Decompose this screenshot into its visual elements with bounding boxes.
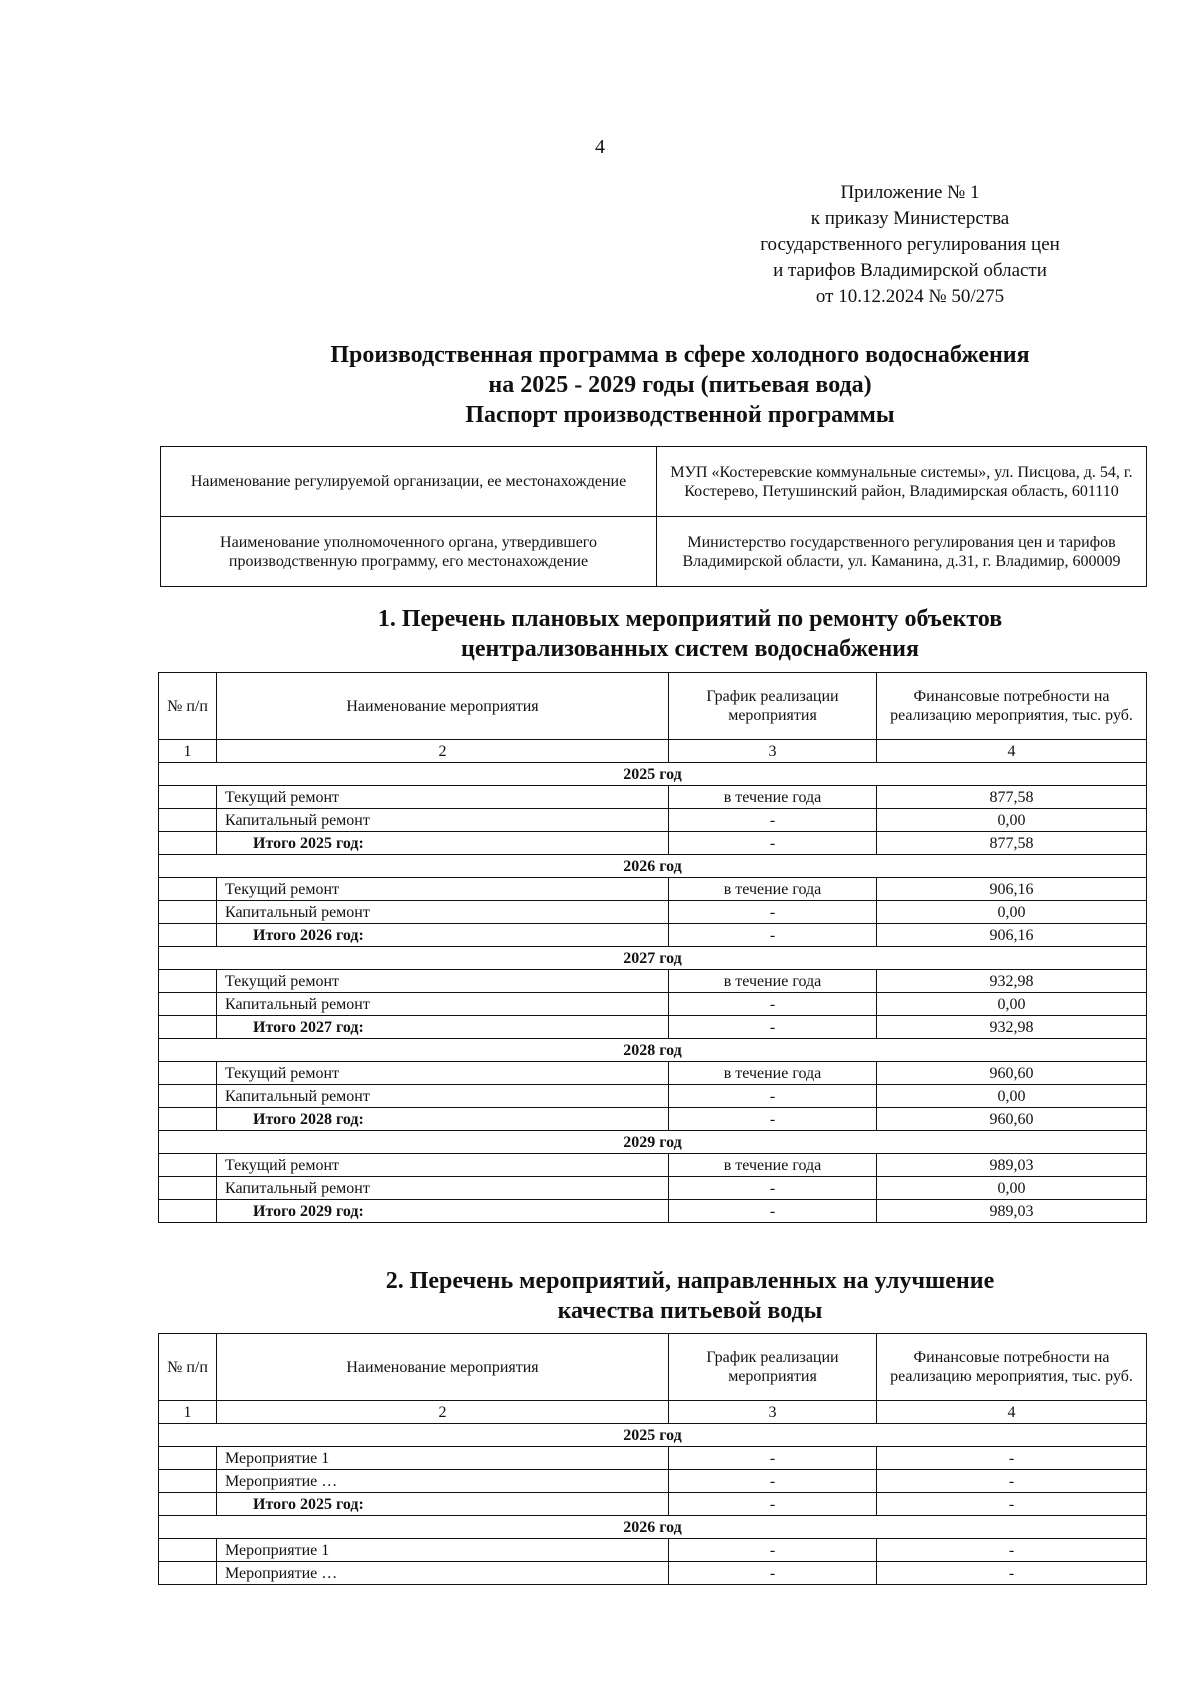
year-row	[159, 1131, 1147, 1154]
row-number	[159, 970, 217, 993]
row-number	[159, 993, 217, 1016]
table-row	[159, 1470, 1147, 1493]
year-row	[159, 1039, 1147, 1062]
column-number: 1	[159, 740, 217, 763]
schedule: в течение года	[669, 1154, 877, 1177]
schedule: -	[669, 1108, 877, 1131]
table-row	[159, 1177, 1147, 1200]
schedule: -	[669, 1016, 877, 1039]
table-row	[159, 1062, 1147, 1085]
amount: 989,03	[877, 1154, 1147, 1177]
amount: 906,16	[877, 878, 1147, 901]
schedule: -	[669, 1085, 877, 1108]
amount: -	[877, 1447, 1147, 1470]
measure-name: Текущий ремонт	[217, 878, 669, 901]
section1-title	[190, 604, 1190, 664]
measure-name: Итого 2029 год:	[217, 1200, 669, 1223]
row-number	[159, 1062, 217, 1085]
table-row	[159, 993, 1147, 1016]
appendix-line: Приложение № 1	[840, 182, 980, 203]
document-title	[160, 340, 1200, 430]
year-row	[159, 1424, 1147, 1447]
passport-value: Министерство государственного регулирования цен и тарифов Владимирской области, ул. Каманина, д.31, г. Владимир, 600009	[657, 517, 1147, 587]
year-label: 2027 год	[159, 947, 1147, 970]
row-number	[159, 878, 217, 901]
measure-name: Мероприятие 1	[217, 1447, 669, 1470]
appendix-block	[690, 180, 1130, 310]
table-row	[159, 901, 1147, 924]
column-header: Наименование мероприятия	[217, 1334, 669, 1401]
year-label: 2028 год	[159, 1039, 1147, 1062]
schedule: в течение года	[669, 786, 877, 809]
table-row	[159, 1447, 1147, 1470]
column-number: 3	[669, 740, 877, 763]
row-number	[159, 786, 217, 809]
measure-name: Капитальный ремонт	[217, 1177, 669, 1200]
row-number	[159, 1200, 217, 1223]
table-row	[159, 970, 1147, 993]
schedule: -	[669, 809, 877, 832]
measure-name: Текущий ремонт	[217, 1154, 669, 1177]
schedule: -	[669, 1470, 877, 1493]
amount: 989,03	[877, 1200, 1147, 1223]
table-row	[159, 1085, 1147, 1108]
section2-title	[190, 1266, 1190, 1326]
table-row	[159, 1539, 1147, 1562]
title-line: Паспорт производственной программы	[465, 402, 895, 428]
year-row	[159, 763, 1147, 786]
column-number: 4	[877, 740, 1147, 763]
column-number: 2	[217, 740, 669, 763]
amount: 877,58	[877, 786, 1147, 809]
row-number	[159, 1154, 217, 1177]
passport-row	[161, 517, 1147, 587]
row-number	[159, 1539, 217, 1562]
amount: 932,98	[877, 1016, 1147, 1039]
year-label: 2026 год	[159, 1516, 1147, 1539]
title-line: Производственная программа в сфере холодного водоснабжения	[330, 342, 1030, 368]
schedule: в течение года	[669, 878, 877, 901]
measure-name: Капитальный ремонт	[217, 809, 669, 832]
year-row	[159, 947, 1147, 970]
appendix-line: к приказу Министерства	[810, 208, 1010, 229]
total-row	[159, 1108, 1147, 1131]
amount: 0,00	[877, 993, 1147, 1016]
column-number: 1	[159, 1401, 217, 1424]
year-label: 2025 год	[159, 763, 1147, 786]
row-number	[159, 1493, 217, 1516]
amount: 0,00	[877, 1177, 1147, 1200]
row-number	[159, 1562, 217, 1585]
total-row	[159, 832, 1147, 855]
header-row	[159, 1334, 1147, 1401]
measure-name: Текущий ремонт	[217, 1062, 669, 1085]
title-line: на 2025 - 2029 годы (питьевая вода)	[488, 372, 872, 398]
amount: -	[877, 1470, 1147, 1493]
column-header: График реализации мероприятия	[669, 1334, 877, 1401]
measure-name: Мероприятие …	[217, 1562, 669, 1585]
year-row	[159, 855, 1147, 878]
column-number: 4	[877, 1401, 1147, 1424]
page-number: 4	[595, 136, 605, 158]
year-label: 2026 год	[159, 855, 1147, 878]
amount: 0,00	[877, 1085, 1147, 1108]
row-number	[159, 924, 217, 947]
appendix-line: от 10.12.2024 № 50/275	[815, 286, 1005, 307]
table-row	[159, 878, 1147, 901]
measure-name: Капитальный ремонт	[217, 993, 669, 1016]
measure-name: Мероприятие …	[217, 1470, 669, 1493]
column-number-row	[159, 740, 1147, 763]
column-header: № п/п	[159, 673, 217, 740]
row-number	[159, 1177, 217, 1200]
column-header: Наименование мероприятия	[217, 673, 669, 740]
measure-name: Мероприятие 1	[217, 1539, 669, 1562]
schedule: в течение года	[669, 970, 877, 993]
row-number	[159, 809, 217, 832]
row-number	[159, 1108, 217, 1131]
total-row	[159, 1016, 1147, 1039]
measure-name: Итого 2025 год:	[217, 832, 669, 855]
repair-measures-table	[158, 672, 1147, 1223]
water-quality-measures-table	[158, 1333, 1147, 1585]
column-number-row	[159, 1401, 1147, 1424]
amount: 0,00	[877, 809, 1147, 832]
passport-value: МУП «Костеревские коммунальные системы», ул. Писцова, д. 54, г. Костерево, Петушинский район, Владимирская область, 601110	[657, 447, 1147, 517]
schedule: -	[669, 924, 877, 947]
amount: 0,00	[877, 901, 1147, 924]
year-row	[159, 1516, 1147, 1539]
measure-name: Капитальный ремонт	[217, 1085, 669, 1108]
amount: 906,16	[877, 924, 1147, 947]
row-number	[159, 832, 217, 855]
measure-name: Итого 2026 год:	[217, 924, 669, 947]
section-title-line: качества питьевой воды	[557, 1298, 823, 1324]
row-number	[159, 1085, 217, 1108]
schedule: -	[669, 901, 877, 924]
column-header: Финансовые потребности на реализацию мероприятия, тыс. руб.	[877, 673, 1147, 740]
schedule: -	[669, 1539, 877, 1562]
schedule: -	[669, 1493, 877, 1516]
table-row	[159, 809, 1147, 832]
measure-name: Итого 2028 год:	[217, 1108, 669, 1131]
table-row	[159, 1562, 1147, 1585]
passport-table	[160, 446, 1147, 587]
schedule: -	[669, 1177, 877, 1200]
schedule: в течение года	[669, 1062, 877, 1085]
amount: 932,98	[877, 970, 1147, 993]
year-label: 2025 год	[159, 1424, 1147, 1447]
section-title-line: централизованных систем водоснабжения	[461, 636, 919, 662]
section-title-line: 1. Перечень плановых мероприятий по ремонту объектов	[377, 606, 1003, 632]
row-number	[159, 1016, 217, 1039]
table-row	[159, 1154, 1147, 1177]
column-header: № п/п	[159, 1334, 217, 1401]
schedule: -	[669, 1562, 877, 1585]
amount: 877,58	[877, 832, 1147, 855]
amount: 960,60	[877, 1062, 1147, 1085]
passport-label: Наименование уполномоченного органа, утвердившего производственную программу, его местонахождение	[161, 517, 657, 587]
header-row	[159, 673, 1147, 740]
measure-name: Капитальный ремонт	[217, 901, 669, 924]
schedule: -	[669, 1200, 877, 1223]
amount: -	[877, 1562, 1147, 1585]
measure-name: Текущий ремонт	[217, 970, 669, 993]
passport-row	[161, 447, 1147, 517]
measure-name: Итого 2025 год:	[217, 1493, 669, 1516]
appendix-line: государственного регулирования цен	[760, 234, 1060, 255]
amount: 960,60	[877, 1108, 1147, 1131]
appendix-line: и тарифов Владимирской области	[773, 260, 1047, 281]
column-header: График реализации мероприятия	[669, 673, 877, 740]
passport-label: Наименование регулируемой организации, ее местонахождение	[161, 447, 657, 517]
schedule: -	[669, 1447, 877, 1470]
row-number	[159, 1447, 217, 1470]
column-header: Финансовые потребности на реализацию мероприятия, тыс. руб.	[877, 1334, 1147, 1401]
row-number	[159, 1470, 217, 1493]
year-label: 2029 год	[159, 1131, 1147, 1154]
section-title-line: 2. Перечень мероприятий, направленных на улучшение	[385, 1268, 995, 1294]
amount: -	[877, 1539, 1147, 1562]
row-number	[159, 901, 217, 924]
schedule: -	[669, 832, 877, 855]
total-row	[159, 1200, 1147, 1223]
measure-name: Итого 2027 год:	[217, 1016, 669, 1039]
amount: -	[877, 1493, 1147, 1516]
column-number: 2	[217, 1401, 669, 1424]
schedule: -	[669, 993, 877, 1016]
measure-name: Текущий ремонт	[217, 786, 669, 809]
table-row	[159, 786, 1147, 809]
total-row	[159, 924, 1147, 947]
column-number: 3	[669, 1401, 877, 1424]
total-row	[159, 1493, 1147, 1516]
